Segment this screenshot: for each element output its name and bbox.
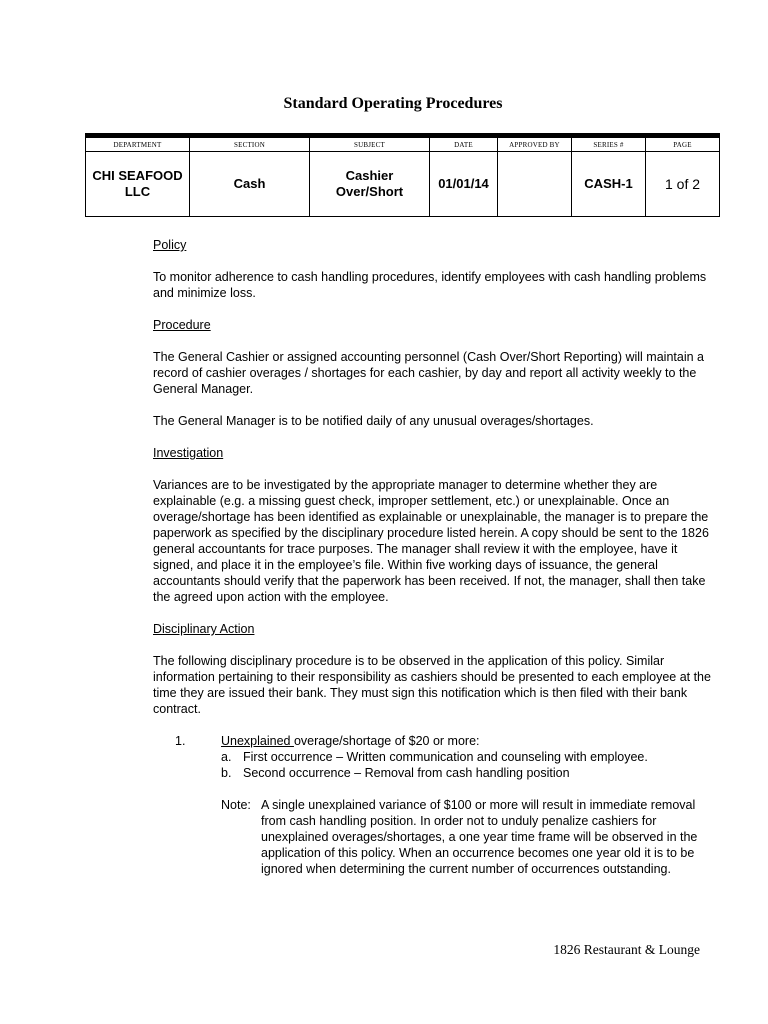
sub-item-letter: b. [221,766,232,780]
column-header-page: PAGE [646,136,720,152]
footer-text: 1826 Restaurant & Lounge [553,942,700,957]
procedure-heading: Procedure [153,318,211,332]
value-row [86,152,720,217]
list-item-rest: overage/shortage of $20 or more: [293,734,480,748]
section-value: Cash [190,152,310,217]
header-row [86,136,720,152]
document-body [153,237,713,877]
list-item [153,733,713,749]
policy-text: To monitor adherence to cash handling procedures, identify employees with cash handling problems and minimize loss. [153,270,707,300]
note-text: A single unexplained variance of $100 or more will result in immediate removal from cash handling position. In order not to unduly penalize cashiers for unexplained overages/shortages, a one year time frame will be observed in the application of this policy. When an occurrence becomes one year old it is to be ignored when determining the current number of occurrences outstanding. [261,798,698,876]
sub-item [221,765,713,781]
sub-item-text: Second occurrence – Removal from cash handling position [243,766,570,780]
list-item-text [221,733,713,749]
department-value: CHI SEAFOOD LLC [86,152,190,217]
header-table [85,133,720,217]
column-header-approved-by: APPROVED BY [498,136,572,152]
procedure-paragraph: The General Cashier or assigned accounting personnel (Cash Over/Short Reporting) will maintain a record of cashier overages / shortages for each cashier, by day and report all activity weekly to the General Manager. [153,350,704,396]
sub-item-text: First occurrence – Written communication and counseling with employee. [243,750,648,764]
approved-by-value [498,152,572,217]
disciplinary-heading: Disciplinary Action [153,622,255,636]
sub-item [221,749,713,765]
investigation-text: Variances are to be investigated by the appropriate manager to determine whether they are explainable (e.g. a missing guest check, improper settlement, etc.) or unexplainable. Once an overage/shortage has been identified as explainable or unexplainable, the manager is to prepare the paperwork as specified by the disciplinary procedure listed herein. A copy should be sent to the 1826 general accountants for trace purposes. The manager shall review it with the employee, have it signed, and place it in the employee’s file. Within five working days of issuance, the general accountants should verify that the paperwork has been received. If not, the manager, shall then take the agreed upon action with the employee. [153,478,709,604]
list-item-underlined: Unexplained [221,734,294,748]
column-header-subject: SUBJECT [310,136,430,152]
note [221,797,713,877]
subject-value: Cashier Over/Short [310,152,430,217]
procedure-paragraph: The General Manager is to be notified daily of any unusual overages/shortages. [153,414,594,428]
policy-heading: Policy [153,238,187,252]
page-value: 1 of 2 [646,152,720,217]
series-value: CASH-1 [572,152,646,217]
numbered-list [153,733,713,877]
column-header-department: DEPARTMENT [86,136,190,152]
note-label: Note: [221,798,251,812]
column-header-section: SECTION [190,136,310,152]
disciplinary-text: The following disciplinary procedure is to be observed in the application of this policy. Similar information pertaining to their responsibility as cashiers should be presented to each employee at the time they are issued their bank. They must sign this notification which is then filed with their bank contract. [153,654,711,716]
column-header-date: DATE [430,136,498,152]
date-value: 01/01/14 [430,152,498,217]
column-header-series: SERIES # [572,136,646,152]
investigation-heading: Investigation [153,446,224,460]
list-number: 1. [175,734,186,748]
page-title: Standard Operating Procedures [283,95,503,112]
sub-item-letter: a. [221,750,232,764]
